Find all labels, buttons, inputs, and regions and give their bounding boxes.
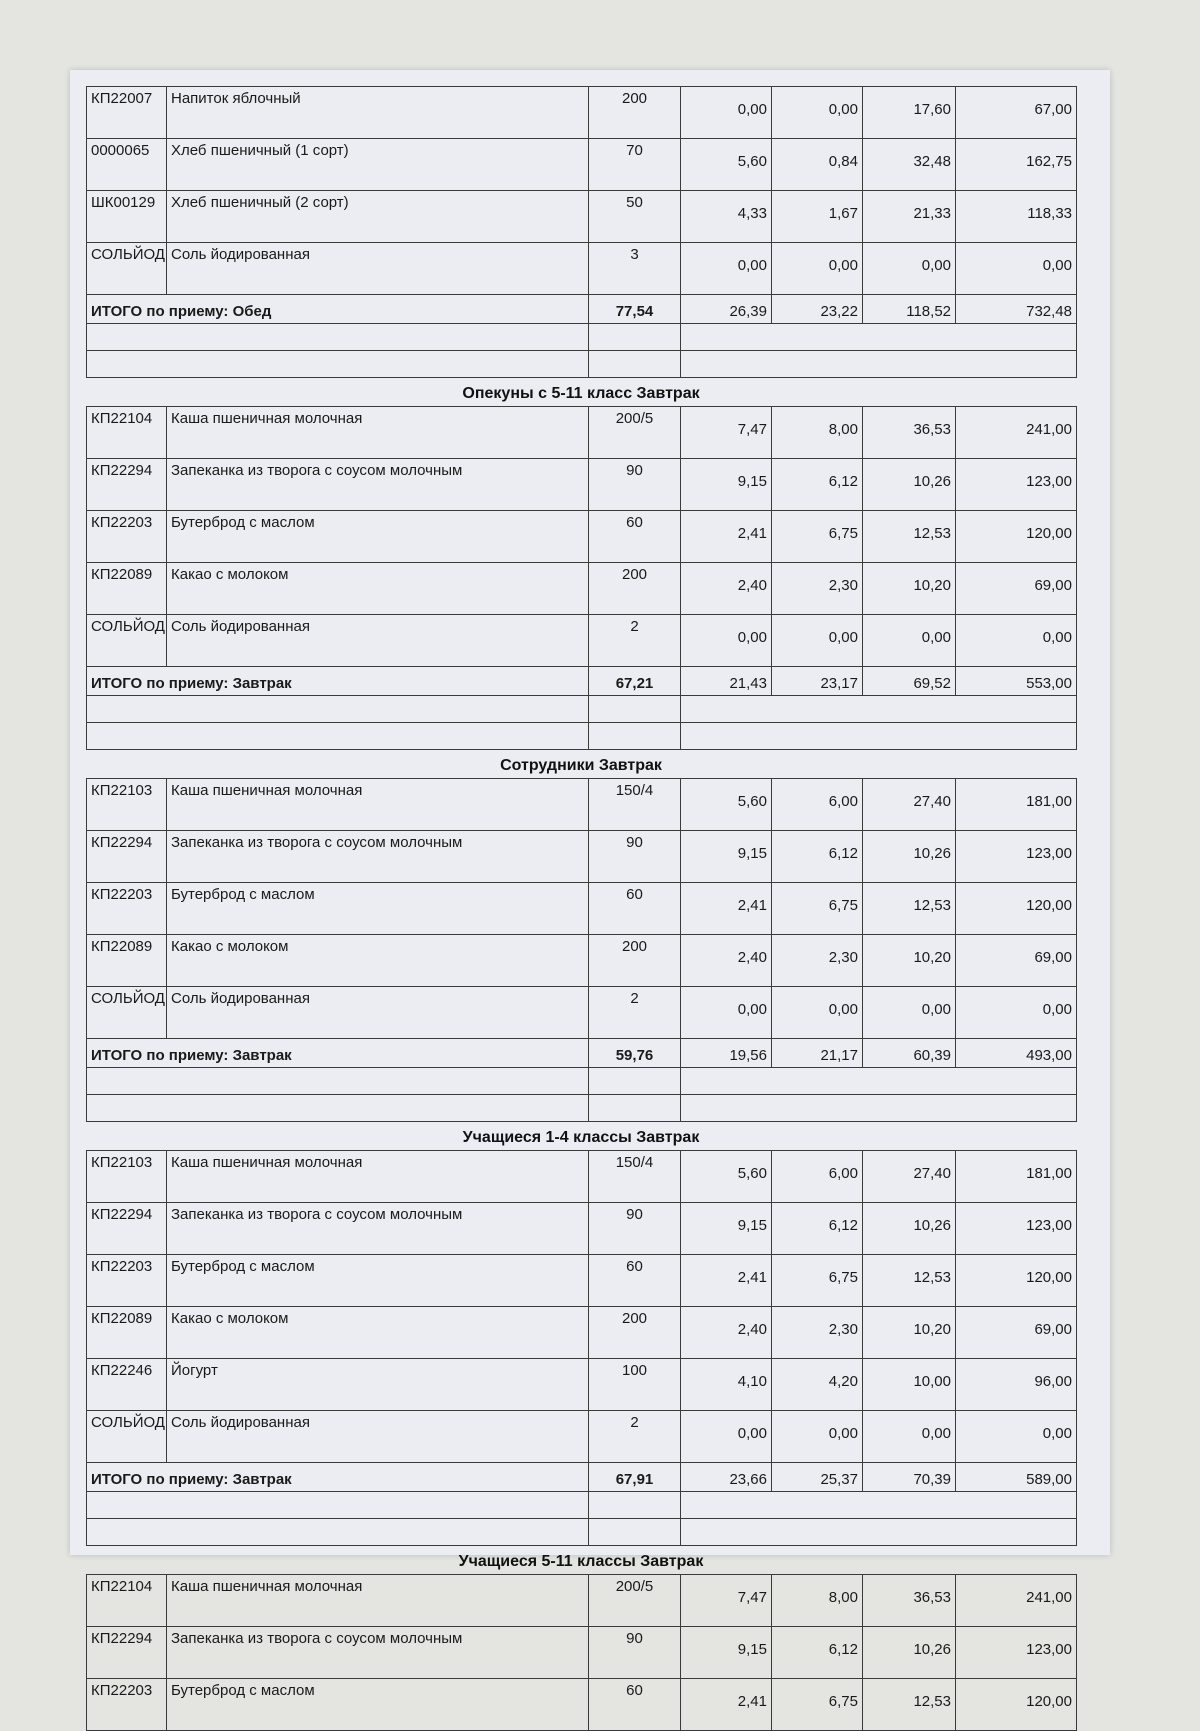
carb-value: 10,00 — [863, 1359, 956, 1411]
total-protein: 23,66 — [681, 1463, 772, 1492]
blank-row — [87, 696, 1077, 723]
portion-size: 2 — [589, 1411, 681, 1463]
portion-size: 2 — [589, 615, 681, 667]
carb-value: 27,40 — [863, 1151, 956, 1203]
fat-value: 2,30 — [772, 563, 863, 615]
dish-code: СОЛЬЙОД — [87, 987, 167, 1039]
total-kcal: 493,00 — [956, 1039, 1077, 1068]
dish-code: КП22203 — [87, 883, 167, 935]
table-row — [87, 779, 1077, 831]
fat-value: 6,75 — [772, 511, 863, 563]
fat-value: 8,00 — [772, 407, 863, 459]
blank-cell — [87, 1095, 589, 1122]
portion-size: 3 — [589, 243, 681, 295]
protein-value: 9,15 — [681, 459, 772, 511]
kcal-value: 241,00 — [956, 407, 1077, 459]
protein-value: 4,33 — [681, 191, 772, 243]
blank-row — [87, 1492, 1077, 1519]
blank-cell — [87, 1492, 589, 1519]
fat-value: 6,12 — [772, 831, 863, 883]
table-row — [87, 1151, 1077, 1203]
dish-name: Запеканка из творога с соусом молочным — [167, 1627, 589, 1679]
blank-cell — [589, 1095, 681, 1122]
carb-value: 10,20 — [863, 935, 956, 987]
table-row — [87, 615, 1077, 667]
blank-cell — [589, 1492, 681, 1519]
carb-value: 10,26 — [863, 1627, 956, 1679]
fat-value: 6,00 — [772, 1151, 863, 1203]
total-carb: 70,39 — [863, 1463, 956, 1492]
blank-cell — [589, 324, 681, 351]
dish-code: КП22103 — [87, 1151, 167, 1203]
kcal-value: 181,00 — [956, 779, 1077, 831]
fat-value: 6,75 — [772, 1255, 863, 1307]
blank-row — [87, 351, 1077, 378]
total-protein: 26,39 — [681, 295, 772, 324]
kcal-value: 0,00 — [956, 987, 1077, 1039]
dish-code: КП22089 — [87, 1307, 167, 1359]
blank-cell — [589, 351, 681, 378]
fat-value: 0,00 — [772, 987, 863, 1039]
carb-value: 27,40 — [863, 779, 956, 831]
menu-table — [86, 406, 1077, 750]
protein-value: 2,41 — [681, 1255, 772, 1307]
carb-value: 12,53 — [863, 1255, 956, 1307]
total-row — [87, 1463, 1077, 1492]
blank-cell — [681, 324, 1077, 351]
protein-value: 9,15 — [681, 1627, 772, 1679]
kcal-value: 120,00 — [956, 1255, 1077, 1307]
protein-value: 7,47 — [681, 1575, 772, 1627]
kcal-value: 123,00 — [956, 1203, 1077, 1255]
dish-code: КП22203 — [87, 1255, 167, 1307]
dish-code: КП22007 — [87, 87, 167, 139]
table-row — [87, 407, 1077, 459]
total-kcal: 553,00 — [956, 667, 1077, 696]
portion-size: 200 — [589, 935, 681, 987]
carb-value: 10,26 — [863, 831, 956, 883]
total-portion: 67,21 — [589, 667, 681, 696]
portion-size: 50 — [589, 191, 681, 243]
section-caption: Опекуны с 5-11 класс Завтрак — [462, 385, 700, 402]
blank-row — [87, 723, 1077, 750]
blank-cell — [681, 1492, 1077, 1519]
protein-value: 2,41 — [681, 883, 772, 935]
carb-value: 0,00 — [863, 615, 956, 667]
total-row — [87, 1039, 1077, 1068]
total-protein: 19,56 — [681, 1039, 772, 1068]
fat-value: 6,12 — [772, 1627, 863, 1679]
dish-name: Запеканка из творога с соусом молочным — [167, 459, 589, 511]
portion-size: 200/5 — [589, 407, 681, 459]
dish-code: ШК00129 — [87, 191, 167, 243]
dish-name: Бутерброд с маслом — [167, 1255, 589, 1307]
table-row — [87, 1411, 1077, 1463]
blank-cell — [87, 351, 589, 378]
kcal-value: 120,00 — [956, 511, 1077, 563]
blank-cell — [681, 1095, 1077, 1122]
table-row — [87, 1627, 1077, 1679]
dish-code: СОЛЬЙОД — [87, 615, 167, 667]
blank-cell — [681, 696, 1077, 723]
section-caption: Учащиеся 1-4 классы Завтрак — [462, 1129, 700, 1146]
kcal-value: 96,00 — [956, 1359, 1077, 1411]
protein-value: 2,41 — [681, 511, 772, 563]
portion-size: 200 — [589, 563, 681, 615]
blank-cell — [681, 1068, 1077, 1095]
blank-cell — [87, 1519, 589, 1546]
dish-name: Каша пшеничная молочная — [167, 1575, 589, 1627]
kcal-value: 69,00 — [956, 563, 1077, 615]
protein-value: 2,40 — [681, 563, 772, 615]
protein-value: 5,60 — [681, 779, 772, 831]
blank-cell — [87, 723, 589, 750]
portion-size: 2 — [589, 987, 681, 1039]
carb-value: 12,53 — [863, 511, 956, 563]
table-row — [87, 139, 1077, 191]
kcal-value: 120,00 — [956, 883, 1077, 935]
carb-value: 10,26 — [863, 459, 956, 511]
fat-value: 6,00 — [772, 779, 863, 831]
blank-cell — [87, 696, 589, 723]
carb-value: 0,00 — [863, 243, 956, 295]
kcal-value: 123,00 — [956, 831, 1077, 883]
dish-code: КП22203 — [87, 1679, 167, 1731]
dish-name: Запеканка из творога с соусом молочным — [167, 1203, 589, 1255]
blank-cell — [589, 723, 681, 750]
table-row — [87, 935, 1077, 987]
kcal-value: 162,75 — [956, 139, 1077, 191]
blank-cell — [87, 324, 589, 351]
blank-row — [87, 1095, 1077, 1122]
total-portion: 67,91 — [589, 1463, 681, 1492]
fat-value: 0,00 — [772, 1411, 863, 1463]
portion-size: 200 — [589, 87, 681, 139]
dish-name: Бутерброд с маслом — [167, 511, 589, 563]
protein-value: 7,47 — [681, 407, 772, 459]
portion-size: 60 — [589, 511, 681, 563]
protein-value: 0,00 — [681, 243, 772, 295]
carb-value: 10,26 — [863, 1203, 956, 1255]
total-carb: 118,52 — [863, 295, 956, 324]
portion-size: 60 — [589, 1255, 681, 1307]
menu-table — [86, 778, 1077, 1122]
table-row — [87, 831, 1077, 883]
table-row — [87, 1679, 1077, 1731]
carb-value: 12,53 — [863, 1679, 956, 1731]
total-kcal: 589,00 — [956, 1463, 1077, 1492]
table-row — [87, 191, 1077, 243]
total-label: ИТОГО по приему: Завтрак — [87, 667, 589, 696]
dish-name: Соль йодированная — [167, 1411, 589, 1463]
total-fat: 23,17 — [772, 667, 863, 696]
fat-value: 8,00 — [772, 1575, 863, 1627]
kcal-value: 120,00 — [956, 1679, 1077, 1731]
dish-name: Каша пшеничная молочная — [167, 1151, 589, 1203]
carb-value: 36,53 — [863, 407, 956, 459]
blank-row — [87, 324, 1077, 351]
table-row — [87, 987, 1077, 1039]
dish-name: Какао с молоком — [167, 935, 589, 987]
total-kcal: 732,48 — [956, 295, 1077, 324]
protein-value: 2,40 — [681, 935, 772, 987]
table-row — [87, 1307, 1077, 1359]
menu-document — [86, 86, 1076, 1731]
dish-code: СОЛЬЙОД — [87, 243, 167, 295]
protein-value: 9,15 — [681, 831, 772, 883]
dish-code: КП22103 — [87, 779, 167, 831]
dish-name: Напиток яблочный — [167, 87, 589, 139]
protein-value: 0,00 — [681, 987, 772, 1039]
total-label: ИТОГО по приему: Завтрак — [87, 1463, 589, 1492]
carb-value: 21,33 — [863, 191, 956, 243]
fat-value: 0,00 — [772, 87, 863, 139]
fat-value: 0,00 — [772, 615, 863, 667]
total-carb: 60,39 — [863, 1039, 956, 1068]
fat-value: 6,75 — [772, 1679, 863, 1731]
carb-value: 0,00 — [863, 1411, 956, 1463]
protein-value: 5,60 — [681, 1151, 772, 1203]
blank-cell — [681, 1519, 1077, 1546]
portion-size: 70 — [589, 139, 681, 191]
fat-value: 2,30 — [772, 1307, 863, 1359]
dish-name: Каша пшеничная молочная — [167, 779, 589, 831]
portion-size: 90 — [589, 1627, 681, 1679]
dish-name: Хлеб пшеничный (1 сорт) — [167, 139, 589, 191]
fat-value: 1,67 — [772, 191, 863, 243]
kcal-value: 181,00 — [956, 1151, 1077, 1203]
dish-name: Запеканка из творога с соусом молочным — [167, 831, 589, 883]
total-portion: 77,54 — [589, 295, 681, 324]
total-protein: 21,43 — [681, 667, 772, 696]
portion-size: 60 — [589, 883, 681, 935]
dish-name: Каша пшеничная молочная — [167, 407, 589, 459]
dish-name: Какао с молоком — [167, 1307, 589, 1359]
total-fat: 23,22 — [772, 295, 863, 324]
protein-value: 4,10 — [681, 1359, 772, 1411]
table-row — [87, 243, 1077, 295]
dish-name: Соль йодированная — [167, 615, 589, 667]
portion-size: 90 — [589, 831, 681, 883]
protein-value: 5,60 — [681, 139, 772, 191]
total-fat: 21,17 — [772, 1039, 863, 1068]
carb-value: 0,00 — [863, 987, 956, 1039]
total-label: ИТОГО по приему: Завтрак — [87, 1039, 589, 1068]
section-caption: Учащиеся 5-11 классы Завтрак — [458, 1553, 704, 1570]
carb-value: 10,20 — [863, 1307, 956, 1359]
portion-size: 150/4 — [589, 1151, 681, 1203]
blank-cell — [87, 1068, 589, 1095]
section-caption: Сотрудники Завтрак — [500, 757, 662, 774]
dish-name: Йогурт — [167, 1359, 589, 1411]
kcal-value: 0,00 — [956, 615, 1077, 667]
portion-size: 150/4 — [589, 779, 681, 831]
dish-code: КП22246 — [87, 1359, 167, 1411]
dish-code: 0000065 — [87, 139, 167, 191]
kcal-value: 118,33 — [956, 191, 1077, 243]
portion-size: 100 — [589, 1359, 681, 1411]
dish-code: КП22294 — [87, 831, 167, 883]
blank-cell — [681, 723, 1077, 750]
dish-code: КП22294 — [87, 1203, 167, 1255]
blank-row — [87, 1068, 1077, 1095]
dish-name: Соль йодированная — [167, 987, 589, 1039]
dish-name: Бутерброд с маслом — [167, 883, 589, 935]
dish-code: КП22089 — [87, 563, 167, 615]
total-portion: 59,76 — [589, 1039, 681, 1068]
fat-value: 0,84 — [772, 139, 863, 191]
total-carb: 69,52 — [863, 667, 956, 696]
dish-code: КП22294 — [87, 1627, 167, 1679]
blank-cell — [589, 1519, 681, 1546]
portion-size: 60 — [589, 1679, 681, 1731]
dish-code: КП22294 — [87, 459, 167, 511]
table-row — [87, 563, 1077, 615]
dish-code: СОЛЬЙОД — [87, 1411, 167, 1463]
table-row — [87, 459, 1077, 511]
fat-value: 6,75 — [772, 883, 863, 935]
kcal-value: 123,00 — [956, 1627, 1077, 1679]
portion-size: 200/5 — [589, 1575, 681, 1627]
dish-name: Бутерброд с маслом — [167, 1679, 589, 1731]
portion-size: 90 — [589, 459, 681, 511]
dish-code: КП22089 — [87, 935, 167, 987]
dish-code: КП22104 — [87, 1575, 167, 1627]
kcal-value: 241,00 — [956, 1575, 1077, 1627]
table-row — [87, 1255, 1077, 1307]
fat-value: 6,12 — [772, 1203, 863, 1255]
portion-size: 200 — [589, 1307, 681, 1359]
blank-cell — [589, 696, 681, 723]
table-row — [87, 1359, 1077, 1411]
kcal-value: 0,00 — [956, 243, 1077, 295]
blank-cell — [681, 351, 1077, 378]
table-row — [87, 883, 1077, 935]
protein-value: 2,40 — [681, 1307, 772, 1359]
dish-name: Какао с молоком — [167, 563, 589, 615]
portion-size: 90 — [589, 1203, 681, 1255]
table-row — [87, 1575, 1077, 1627]
fat-value: 2,30 — [772, 935, 863, 987]
fat-value: 6,12 — [772, 459, 863, 511]
carb-value: 32,48 — [863, 139, 956, 191]
menu-table — [86, 86, 1077, 378]
dish-name: Хлеб пшеничный (2 сорт) — [167, 191, 589, 243]
table-row — [87, 511, 1077, 563]
total-row — [87, 667, 1077, 696]
table-row — [87, 87, 1077, 139]
kcal-value: 69,00 — [956, 935, 1077, 987]
total-label: ИТОГО по приему: Обед — [87, 295, 589, 324]
fat-value: 0,00 — [772, 243, 863, 295]
protein-value: 2,41 — [681, 1679, 772, 1731]
kcal-value: 0,00 — [956, 1411, 1077, 1463]
table-row — [87, 1203, 1077, 1255]
menu-table — [86, 1150, 1077, 1546]
dish-name: Соль йодированная — [167, 243, 589, 295]
dish-code: КП22203 — [87, 511, 167, 563]
dish-code: КП22104 — [87, 407, 167, 459]
kcal-value: 67,00 — [956, 87, 1077, 139]
blank-cell — [589, 1068, 681, 1095]
kcal-value: 123,00 — [956, 459, 1077, 511]
fat-value: 4,20 — [772, 1359, 863, 1411]
protein-value: 9,15 — [681, 1203, 772, 1255]
total-fat: 25,37 — [772, 1463, 863, 1492]
total-row — [87, 295, 1077, 324]
kcal-value: 69,00 — [956, 1307, 1077, 1359]
carb-value: 10,20 — [863, 563, 956, 615]
paper-sheet — [70, 70, 1110, 1710]
carb-value: 12,53 — [863, 883, 956, 935]
carb-value: 36,53 — [863, 1575, 956, 1627]
menu-table — [86, 1574, 1077, 1731]
protein-value: 0,00 — [681, 87, 772, 139]
blank-row — [87, 1519, 1077, 1546]
protein-value: 0,00 — [681, 615, 772, 667]
protein-value: 0,00 — [681, 1411, 772, 1463]
carb-value: 17,60 — [863, 87, 956, 139]
